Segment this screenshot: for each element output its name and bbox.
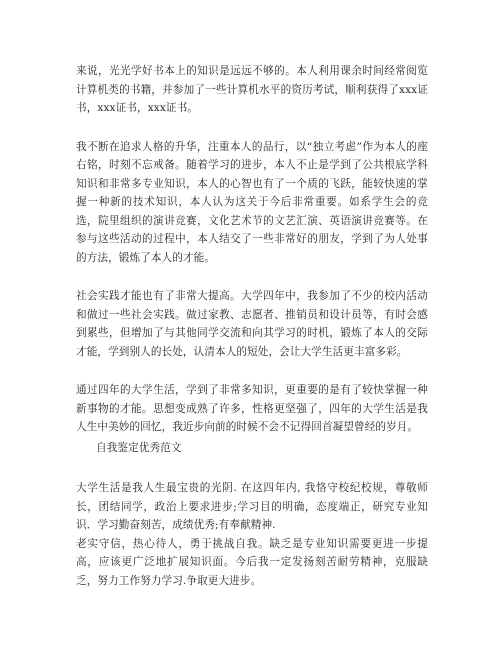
paragraph-university-life: 大学生活是我人生最宝贵的光阴. 在这四年内, 我恪守校纪校规，尊敬师长，团结同学，政治上要求进步;学习目的明确，态度端正，研究专业知识．学习勤奋刻苦，成绩优秀;有奉献精神. [76, 482, 428, 531]
paragraph-certificates: 来说，光光学好书本上的知识是远远不够的。本人利用课余时间经常阅览计算机类的书籍，并参加了一些计算机水平的资历考试，顺利获得了xxx证书，xxx证书，xxx证书。 [76, 65, 428, 114]
paragraph-character: 我不断在追求人格的升华，注重本人的品行，以“独立考虑”作为本人的座右铭，时刻不忘戒备。随着学习的进步，本人不止是学到了公共根底学科知识和非常多专业知识，本人的心智也有了一个质的飞跃，能较快速的掌握一种新的技术知识，本人认为这关于今后非常重要。如系学生会的竞选，院里组织的演讲竞赛，文化艺术节的文艺汇演、英语演讲竞赛等。在参与这些活动的过程中，本人结交了一些非常好的朋友，学到了为人处事的方法，锻炼了本人的才能。 [76, 140, 428, 264]
paragraph-honesty: 老实守信，热心待人，勇于挑战自我。缺乏是专业知识需要更进一步提高，应该更广泛地扩展知识面。今后我一定发扬刻苦耐劳精神，克服缺乏，努力工作努力学习.争取更大进步。 [76, 537, 428, 587]
section-subheading: 自我鉴定优秀范文 [96, 441, 182, 454]
paragraph-social-practice: 社会实践才能也有了非常大提高。大学四年中，我参加了不少的校内活动和做过一些社会实践。做过家教、志愿者、推销员和设计员等，有时会感到累些，但增加了与其他同学交流和向其学习的时机，锻炼了本人的交际才能，学到别人的长处，认清本人的短处，会让大学生活更丰富多彩。 [76, 290, 428, 358]
paragraph-summary: 通过四年的大学生活，学到了非常多知识，更重要的是有了较快掌握一种新事物的才能。思想变成熟了许多，性格更坚强了，四年的大学生活是我人生中美妙的回忆，我近步向前的时候不会不记得回首凝望曾经的岁月。 [76, 384, 428, 433]
document-body [76, 62, 428, 590]
